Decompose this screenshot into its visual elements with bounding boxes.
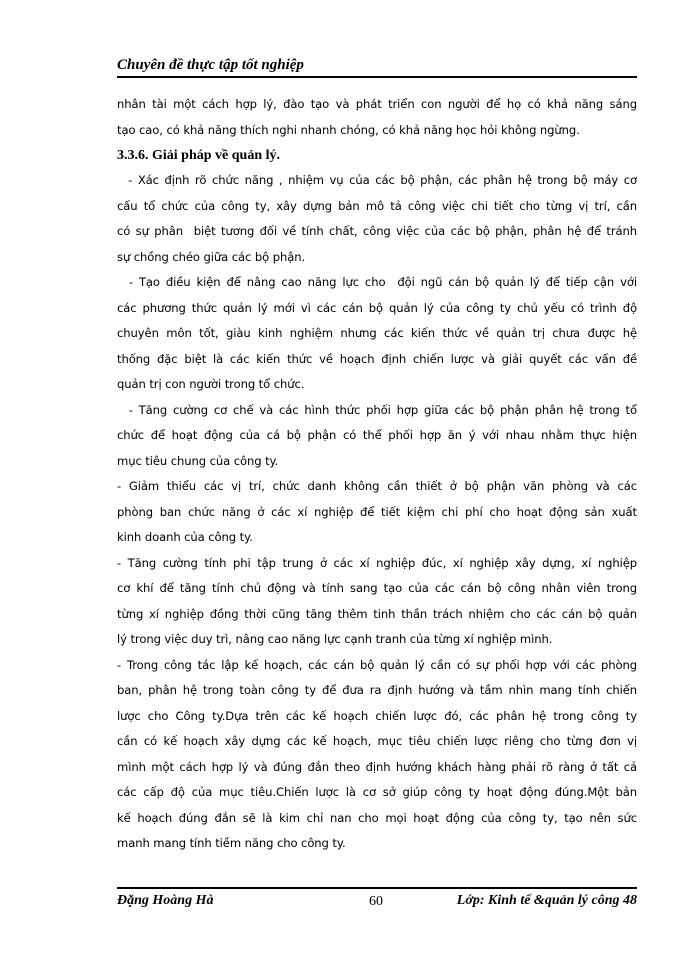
footer-author: Đặng Hoàng Hà xyxy=(117,893,214,908)
paragraph-line: manh mang tính tiềm năng cho công ty. xyxy=(117,836,346,850)
paragraph-line: lược cho Công ty.Dựa trên các kế hoạch chiến lược đó, các phân hệ trong công ty xyxy=(117,708,637,723)
header-divider xyxy=(117,76,637,78)
paragraph-line: lý trong việc duy trì, nâng cao năng lực cạnh tranh của từng xí nghiệp mình. xyxy=(117,632,553,646)
paragraph-line: cơ khí để tăng tính chủ động và tính sang tạo của các cán bộ công nhân viên trong xyxy=(117,581,637,595)
paragraph-roles xyxy=(117,168,637,270)
paragraph-line: ban, phân hệ trong toàn công ty để đưa ra định hướng và tầm nhìn mang tính chiến xyxy=(117,683,637,697)
paragraph-line: - Xác định rõ chức năng , nhiệm vụ của các bộ phận, các phân hệ trong bộ máy cơ xyxy=(117,173,638,187)
header-title: Chuyên đề thực tập tốt nghiệp xyxy=(117,57,304,73)
paragraph-line: - Tạo điều kiện để nâng cao năng lực cho đội ngũ cán bộ quản lý để tiếp cận với xyxy=(117,275,638,289)
paragraph-line: sự chồng chéo giữa các bộ phận. xyxy=(117,249,306,264)
paragraph-coordination xyxy=(117,398,637,475)
paragraph-line: - Tăng cường tính phi tập trung ở các xí nghiệp đúc, xí nghiệp xây dựng, xí nghiệp xyxy=(117,555,637,570)
paragraph-line: - Giảm thiểu các vị trí, chức danh không cần thiết ở bộ phận văn phòng và các xyxy=(117,479,637,493)
paragraph-line: chức để hoạt động của cá bộ phận có thể phối hợp ăn ý với nhau nhằm thực hiện xyxy=(117,428,637,442)
paragraph-line: - Trong công tác lập kế hoạch, các cán bộ quản lý cần có sự phối hợp với các phòng xyxy=(117,657,637,672)
document-body xyxy=(117,92,637,857)
paragraph-line: - Tăng cường cơ chế và các hình thức phối hợp giữa các bộ phận phân hệ trong tổ xyxy=(117,402,637,417)
paragraph-line: mục tiêu chung của công ty. xyxy=(117,453,279,468)
intro-line: nhân tài một cách hợp lý, đào tạo và phát triển con người để họ có khả năng sáng xyxy=(117,97,637,111)
paragraph-line: quản trị con người trong tổ chức. xyxy=(117,377,305,391)
paragraph-reduce xyxy=(117,474,637,551)
paragraph-decentralize xyxy=(117,551,637,653)
paragraph-line: chuyên môn tốt, giàu kinh nghiệm nhưng các kiến thức về quản trị chưa được hệ xyxy=(117,326,637,340)
page-header xyxy=(117,56,637,74)
paragraph-line: cần có kế hoạch xây dựng các kế hoạch, mục tiêu chiến lược riêng cho từng đơn vị xyxy=(117,734,637,748)
paragraph-line: thống đặc biệt là các kiến thức về hoạch định chiến lược và giải quyết các vấn đề xyxy=(117,351,637,366)
footer-class: Lớp: Kinh tế &quản lý công 48 xyxy=(456,893,637,908)
paragraph-line: cấu tổ chức của công ty, xây dựng bản mô tả công việc chi tiết cho từng vị trí, cần xyxy=(117,198,637,213)
paragraph-line: phòng ban chức năng ở các xí nghiệp để tiết kiệm chi phí cho hoạt động sản xuất xyxy=(117,504,637,519)
section-heading: 3.3.6. Giải pháp về quản lý. xyxy=(117,148,280,163)
paragraph-line: từng xí nghiệp đồng thời cũng tăng thêm tinh thần trách nhiệm cho các cán bộ quản xyxy=(117,606,637,621)
footer-divider xyxy=(117,887,637,889)
paragraph-line: các cấp độ của mục tiêu.Chiến lược là cơ sở giúp công ty hoạt động đúng.Một bản xyxy=(117,785,637,799)
page-number: 60 xyxy=(369,894,383,909)
paragraph-capacity xyxy=(117,270,637,398)
paragraph-planning xyxy=(117,653,637,857)
page-footer xyxy=(117,893,637,913)
paragraph-line: có sự phân biệt tương đối về tính chất, công việc của các bộ phận, phân hệ để tránh xyxy=(117,224,637,238)
paragraph-line: kinh doanh của công ty. xyxy=(117,530,253,544)
paragraph-line: các phương thức quản lý mới vì các cán bộ quản lý của công ty chủ yếu có trình độ xyxy=(117,300,637,315)
intro-line: tạo cao, có khả năng thích nghi nhanh chóng, có khả năng học hỏi không ngừng. xyxy=(117,122,580,137)
paragraph-line: kế hoạch đúng đắn sẽ là kim chỉ nan cho mọi hoạt động của công ty, tạo nên sức xyxy=(117,810,637,825)
paragraph-line: mình một cách hợp lý và đúng đắn theo định hướng khách hàng phải rõ ràng ở tất cả xyxy=(117,759,637,774)
